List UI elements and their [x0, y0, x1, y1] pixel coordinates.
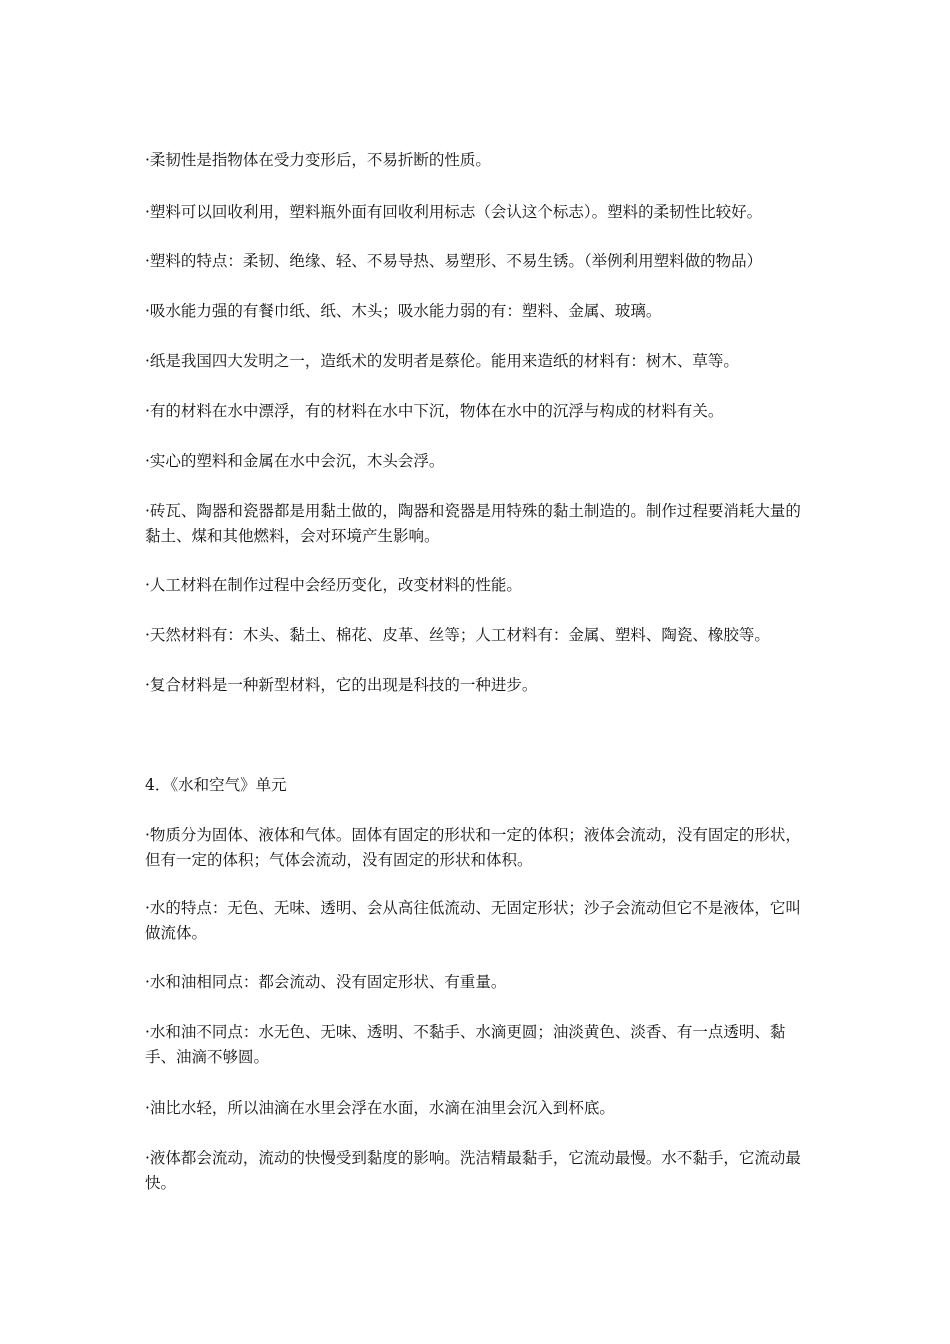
paragraph-natural-vs-artificial: ·天然材料有：木头、黏土、棉花、皮革、丝等；人工材料有：金属、塑料、陶瓷、橡胶等。 — [145, 626, 770, 644]
paragraph-water-oil-different: ·水和油不同点：水无色、无味、透明、不黏手、水滴更圆；油淡黄色、淡香、有一点透明、黏手、油滴不够圆。 — [145, 1023, 786, 1066]
paragraph-plastic-features: ·塑料的特点：柔韧、绝缘、轻、不易导热、易塑形、不易生锈。（举例利用塑料做的物品） — [145, 252, 763, 270]
paragraph-sink-float: ·有的材料在水中漂浮，有的材料在水中下沉，物体在水中的沉浮与构成的材料有关。 — [145, 402, 724, 420]
paragraph-flexibility: ·柔韧性是指物体在受力变形后，不易折断的性质。 — [145, 151, 491, 169]
paragraph-water-oil-same: ·水和油相同点：都会流动、没有固定形状、有重量。 — [145, 973, 507, 991]
paragraph-water-absorption: ·吸水能力强的有餐巾纸、纸、木头；吸水能力弱的有：塑料、金属、玻璃。 — [145, 302, 662, 320]
paragraph-solid-sink: ·实心的塑料和金属在水中会沉，木头会浮。 — [145, 452, 445, 470]
paragraph-plastic-recycling: ·塑料可以回收利用，塑料瓶外面有回收利用标志（会认这个标志）。塑料的柔韧性比较好。 — [145, 203, 763, 221]
paragraph-states-of-matter: ·物质分为固体、液体和气体。固体有固定的形状和一定的体积；液体会流动，没有固定的形状，但有一定的体积；气体会流动，没有固定的形状和体积。 — [145, 826, 801, 869]
paragraph-artificial-materials: ·人工材料在制作过程中会经历变化，改变材料的性能。 — [145, 576, 522, 594]
paragraph-paper-invention: ·纸是我国四大发明之一，造纸术的发明者是蔡伦。能用来造纸的材料有：树木、草等。 — [145, 352, 739, 370]
section-heading: 4．《水和空气》单元 — [145, 776, 287, 794]
paragraph-clay-products: ·砖瓦、陶器和瓷器都是用黏土做的，陶器和瓷器是用特殊的黏土制造的。制作过程要消耗大量的黏土、煤和其他燃料，会对环境产生影响。 — [145, 502, 801, 545]
paragraph-oil-lighter: ·油比水轻，所以油滴在水里会浮在水面，水滴在油里会沉入到杯底。 — [145, 1099, 615, 1117]
paragraph-viscosity: ·液体都会流动，流动的快慢受到黏度的影响。洗洁精最黏手，它流动最慢。水不黏手，它流动最快。 — [145, 1149, 801, 1192]
paragraph-composite-materials: ·复合材料是一种新型材料，它的出现是科技的一种进步。 — [145, 676, 538, 694]
paragraph-water-features: ·水的特点：无色、无味、透明、会从高往低流动、无固定形状；沙子会流动但它不是液体，它叫做流体。 — [145, 899, 801, 942]
